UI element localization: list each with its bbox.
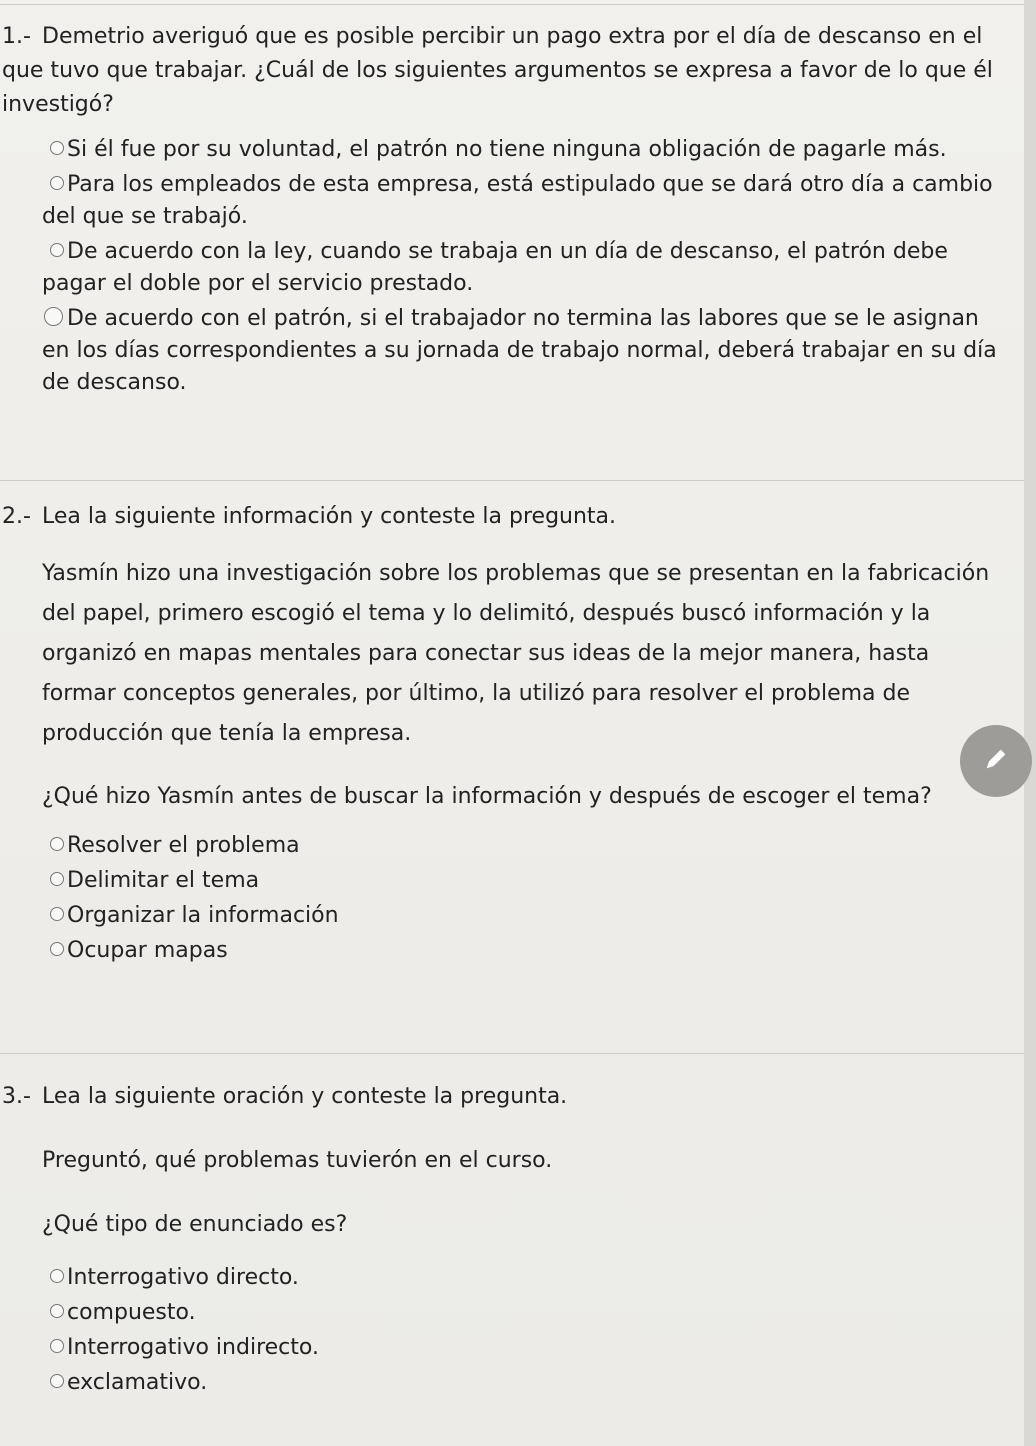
question-3-text <box>0 1080 1024 1114</box>
q2-option-3[interactable] <box>0 900 1024 932</box>
question-3-sentence: Preguntó, qué problemas tuvierón en el curso. <box>42 1148 553 1173</box>
radio-icon[interactable] <box>50 1269 64 1283</box>
radio-icon[interactable] <box>50 141 64 155</box>
q1-option-1[interactable] <box>0 134 1024 166</box>
radio-icon[interactable] <box>44 307 63 326</box>
q3-option-2-label: compuesto. <box>67 1300 196 1325</box>
question-3-number: 3.- <box>2 1084 31 1109</box>
page-edge <box>1024 0 1036 1446</box>
q3-option-3[interactable] <box>0 1332 1024 1364</box>
q2-option-1-label: Resolver el problema <box>67 833 300 858</box>
top-divider <box>0 4 1024 5</box>
question-1-number: 1.- <box>2 24 31 49</box>
question-3 <box>0 1080 1024 1402</box>
radio-icon[interactable] <box>50 1304 64 1318</box>
radio-icon[interactable] <box>50 176 64 190</box>
q3-option-4-label: exclamativo. <box>67 1370 208 1395</box>
section-divider <box>0 1053 1024 1054</box>
question-1-body: Demetrio averiguó que es posible percibir un pago extra por el día de descanso en el que tuvo que trabajar. ¿Cuál de los siguientes argumentos se expresa a favor de lo que él investigó? <box>2 24 993 117</box>
question-2-body: Lea la siguiente información y conteste la pregunta. <box>42 504 617 529</box>
q1-option-3[interactable] <box>0 236 1024 300</box>
section-divider <box>0 480 1024 481</box>
question-1-text <box>0 20 1024 122</box>
q1-option-4-label: De acuerdo con el patrón, si el trabajador no termina las labores que se le asignan en los días correspondientes a su jornada de trabajo normal, deberá trabajar en su día de descanso. <box>42 306 997 395</box>
q3-option-1-label: Interrogativo directo. <box>67 1265 299 1290</box>
radio-icon[interactable] <box>50 872 64 886</box>
radio-icon[interactable] <box>50 942 64 956</box>
q2-option-1[interactable] <box>0 830 1024 862</box>
q3-option-2[interactable] <box>0 1297 1024 1329</box>
question-2-number: 2.- <box>2 504 31 529</box>
q1-option-2[interactable] <box>0 169 1024 233</box>
q3-option-3-label: Interrogativo indirecto. <box>67 1335 319 1360</box>
radio-icon[interactable] <box>50 243 64 257</box>
q1-option-4[interactable] <box>0 303 1024 399</box>
question-2-text <box>0 500 1024 534</box>
q1-option-2-label: Para los empleados de esta empresa, está estipulado que se dará otro día a cambio del que se trabajó. <box>42 172 993 229</box>
q2-option-4[interactable] <box>0 935 1024 967</box>
question-3-prompt: ¿Qué tipo de enunciado es? <box>42 1212 348 1237</box>
q1-option-3-label: De acuerdo con la ley, cuando se trabaja en un día de descanso, el patrón debe pagar el doble por el servicio prestado. <box>42 239 948 296</box>
question-2 <box>0 500 1024 970</box>
edit-button[interactable] <box>960 725 1032 797</box>
q2-option-3-label: Organizar la información <box>67 903 339 928</box>
question-2-prompt: ¿Qué hizo Yasmín antes de buscar la información y después de escoger el tema? <box>42 784 932 809</box>
radio-icon[interactable] <box>50 1339 64 1353</box>
q2-option-4-label: Ocupar mapas <box>67 938 228 963</box>
radio-icon[interactable] <box>50 1374 64 1388</box>
radio-icon[interactable] <box>50 907 64 921</box>
q1-option-1-label: Si él fue por su voluntad, el patrón no tiene ninguna obligación de pagarle más. <box>67 137 947 162</box>
pencil-icon <box>982 745 1010 773</box>
question-1 <box>0 20 1024 402</box>
q3-option-4[interactable] <box>0 1367 1024 1399</box>
q2-option-2[interactable] <box>0 865 1024 897</box>
radio-icon[interactable] <box>50 837 64 851</box>
q2-option-2-label: Delimitar el tema <box>67 868 260 893</box>
question-2-passage: Yasmín hizo una investigación sobre los problemas que se presentan en la fabricación del papel, primero escogió el tema y lo delimitó, después buscó información y la organizó en mapas mentales para conectar sus ideas de la mejor manera, hasta formar conceptos generales, por último, la utilizó para resolver el problema de producción que tenía la empresa. <box>42 561 990 746</box>
q3-option-1[interactable] <box>0 1262 1024 1294</box>
question-3-body: Lea la siguiente oración y conteste la pregunta. <box>42 1084 568 1109</box>
